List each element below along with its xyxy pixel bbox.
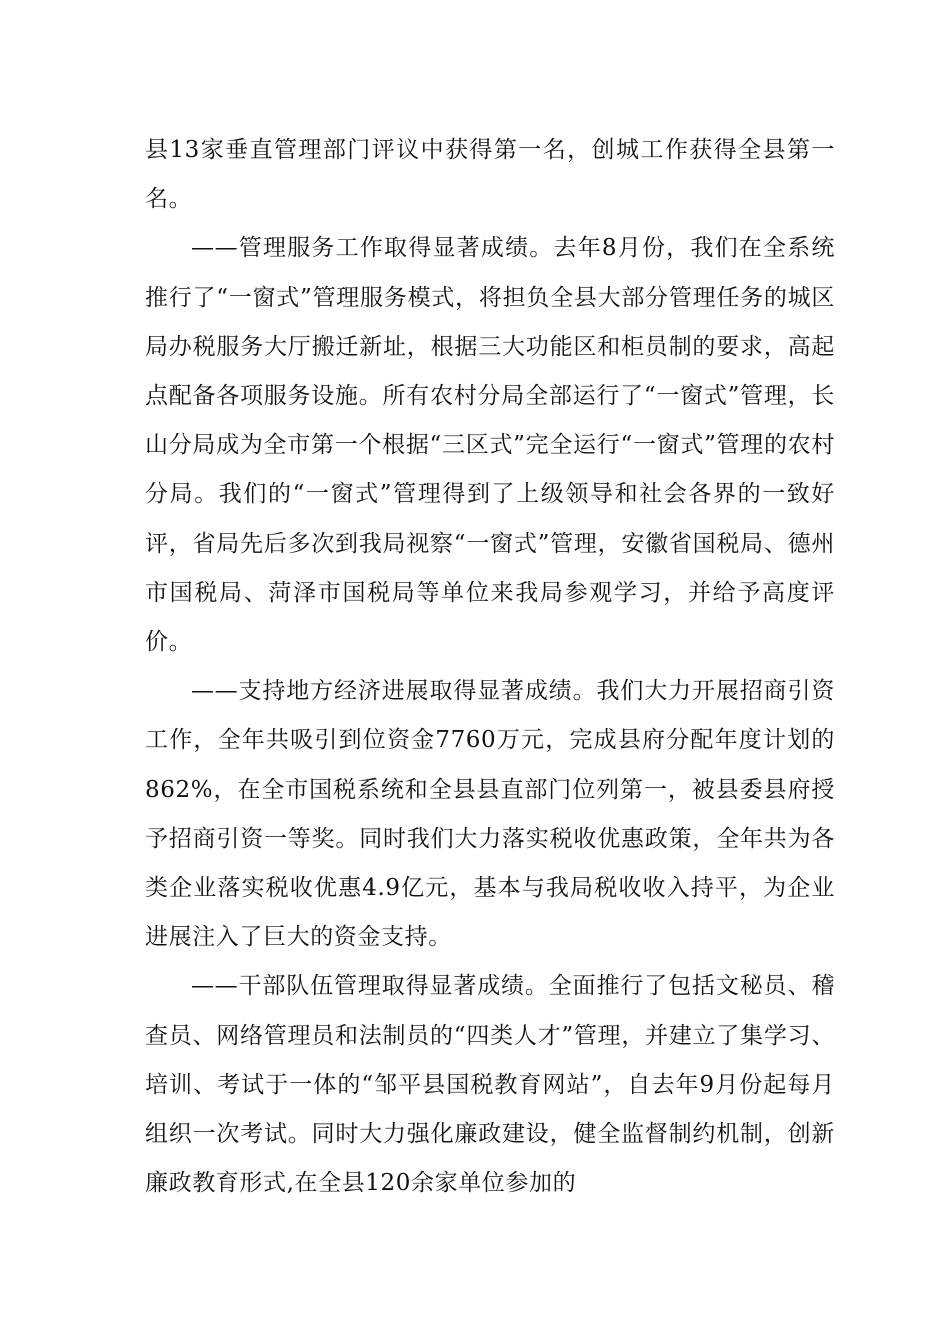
paragraph-service-management: ——管理服务工作取得显著成绩。去年8月份，我们在全系统推行了“一窗式”管理服务模式，将担负全县大部分管理任务的城区局办税服务大厅搬迁新址，根据三大功能区和柜员制的要求，高起点配备各项服务设施。所有农村分局全部运行了“一窗式”管理，长山分局成为全市第一个根据“三区式”完全运行“一窗式”管理的农村分局。我们的“一窗式”管理得到了上级领导和社会各界的一致好评，省局先后多次到我局视察“一窗式”管理，安徽省国税局、德州市国税局、菏泽市国税局等单位来我局参观学习，并给予高度评价。 — [145, 235, 835, 656]
paragraph-continuation: 县13家垂直管理部门评议中获得第一名，创城工作获得全县第一名。 — [145, 137, 835, 213]
paragraph-local-economy: ——支持地方经济进展取得显著成绩。我们大力开展招商引资工作，全年共吸引到位资金7760万元，完成县府分配年度计划的862%，在全市国税系统和全县县直部门位列第一，被县委县府授予招商引资一等奖。同时我们大力落实税收优惠政策，全年共为各类企业落实税收优惠4.9亿元，基本与我局税收收入持平，为企业进展注入了巨大的资金支持。 — [145, 678, 835, 951]
paragraph-cadre-management: ——干部队伍管理取得显著成绩。全面推行了包括文秘员、稽查员、网络管理员和法制员的“四类人才”管理，并建立了集学习、培训、考试于一体的“邹平县国税教育网站”，自去年9月份起每月组织一次考试。同时大力强化廉政建设，健全监督制约机制，创新廉政教育形式,在全县120余家单位参加的 — [145, 973, 835, 1197]
document-body — [145, 126, 835, 1208]
